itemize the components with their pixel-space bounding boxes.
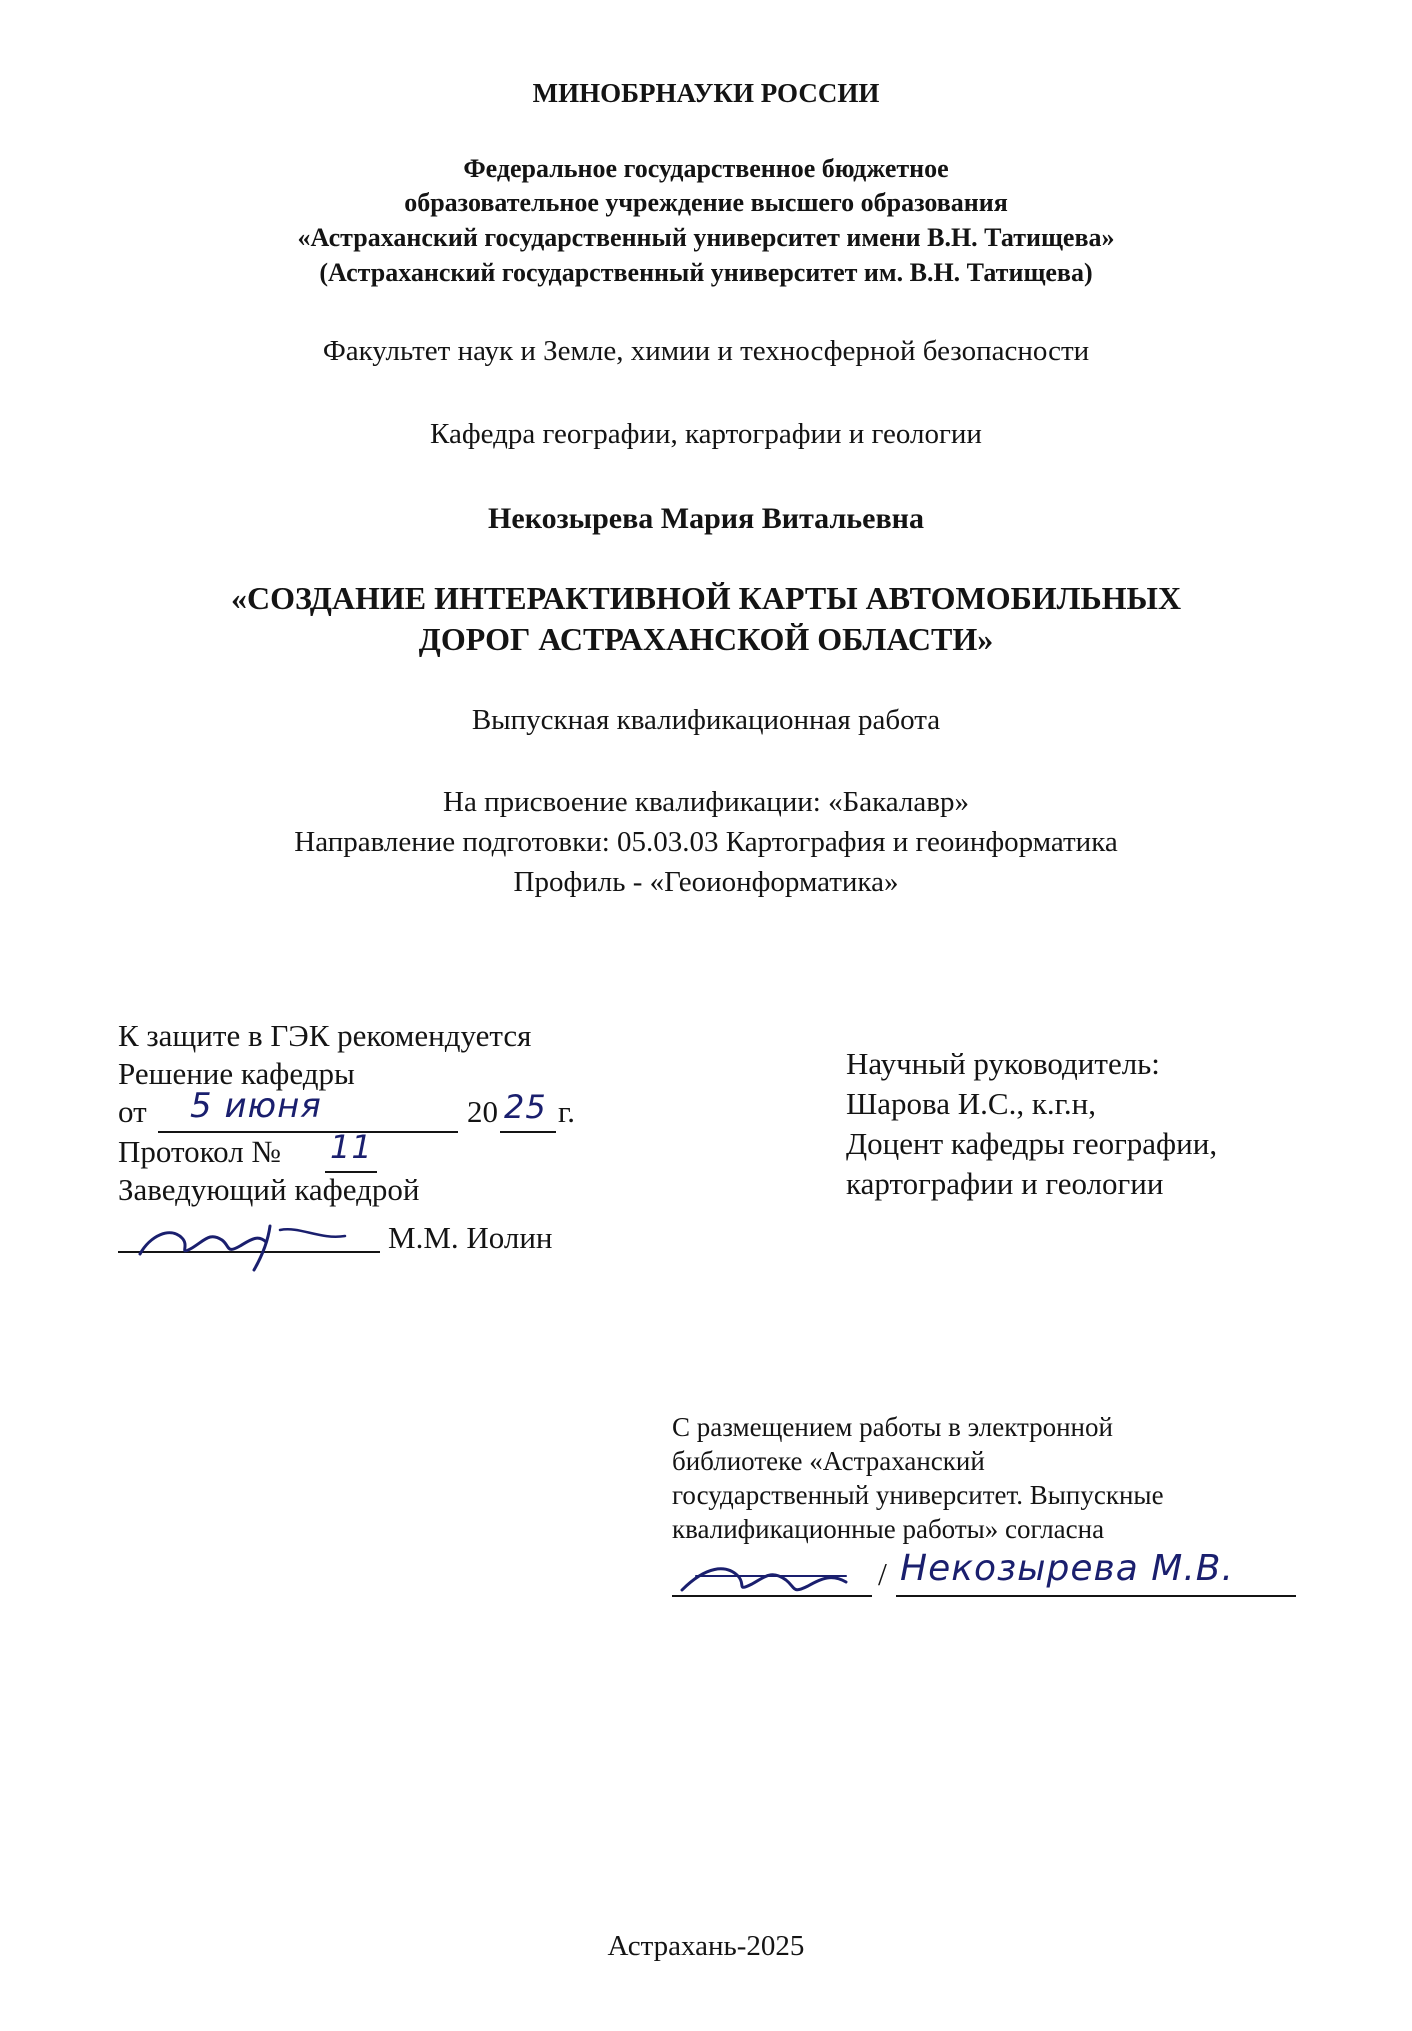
recommend-text: К защите в ГЭК рекомендуется	[118, 1018, 532, 1053]
department: Кафедра географии, картографии и геологии	[430, 418, 982, 450]
qualification-line-1: На присвоение квалификации: «Бакалавр»	[443, 786, 969, 818]
date-handwritten: 5 июня	[190, 1086, 322, 1126]
protocol-label: Протокол №	[118, 1134, 281, 1169]
year-underline	[500, 1131, 556, 1133]
qualification-line-2: Направление подготовки: 05.03.03 Картография и геоинформатика	[294, 826, 1118, 858]
consent-separator: /	[878, 1556, 887, 1592]
institution-line-2: образовательное учреждение высшего образования	[404, 188, 1008, 217]
protocol-handwritten: 11	[330, 1128, 373, 1166]
institution-line-1: Федеральное государственное бюджетное	[463, 154, 949, 183]
work-type: Выпускная квалификационная работа	[471, 704, 941, 736]
consent-line-4: квалификационные работы» согласна	[672, 1514, 1105, 1544]
consent-line-2: библиотеке «Астраханский	[672, 1446, 985, 1476]
city-year: Астрахань-2025	[607, 1930, 805, 1962]
head-signature	[130, 1196, 370, 1276]
ministry: МИНОБРНАУКИ РОССИИ	[532, 78, 880, 108]
year-handwritten: 25	[504, 1088, 547, 1126]
date-underline	[158, 1131, 458, 1133]
faculty: Факультет наук и Земле, химии и техносферной безопасности	[322, 335, 1090, 367]
head-label: Заведующий кафедрой	[118, 1172, 420, 1207]
student-handwritten-name: Некозырева М.В.	[900, 1548, 1234, 1589]
thesis-title-line-1: «СОЗДАНИЕ ИНТЕРАКТИВНОЙ КАРТЫ АВТОМОБИЛЬНЫХ	[230, 580, 1182, 616]
qualification-line-3: Профиль - «Геоионформатика»	[513, 866, 899, 898]
institution-line-3: «Астраханский государственный университет имени В.Н. Татищева»	[297, 223, 1115, 252]
supervisor-position-2: картографии и геологии	[846, 1166, 1164, 1201]
date-prefix: от	[118, 1094, 147, 1129]
thesis-title-line-2: ДОРОГ АСТРАХАНСКОЙ ОБЛАСТИ»	[418, 621, 994, 657]
consent-signature-line-right	[896, 1595, 1296, 1597]
supervisor-name: Шарова И.С., к.г.н,	[846, 1086, 1096, 1121]
year-prefix: 20	[467, 1094, 498, 1129]
author-name: Некозырева Мария Витальевна	[488, 502, 924, 535]
institution-line-4: (Астраханский государственный университет им. В.Н. Татищева)	[319, 258, 1093, 287]
decision-text: Решение кафедры	[118, 1056, 355, 1091]
consent-line-3: государственный университет. Выпускные	[672, 1480, 1164, 1510]
head-name: М.М. Иолин	[388, 1220, 553, 1255]
supervisor-position-1: Доцент кафедры географии,	[846, 1126, 1218, 1161]
consent-line-1: С размещением работы в электронной	[672, 1412, 1113, 1442]
supervisor-label: Научный руководитель:	[846, 1046, 1160, 1081]
year-suffix: г.	[558, 1094, 575, 1129]
student-signature	[676, 1546, 876, 1606]
